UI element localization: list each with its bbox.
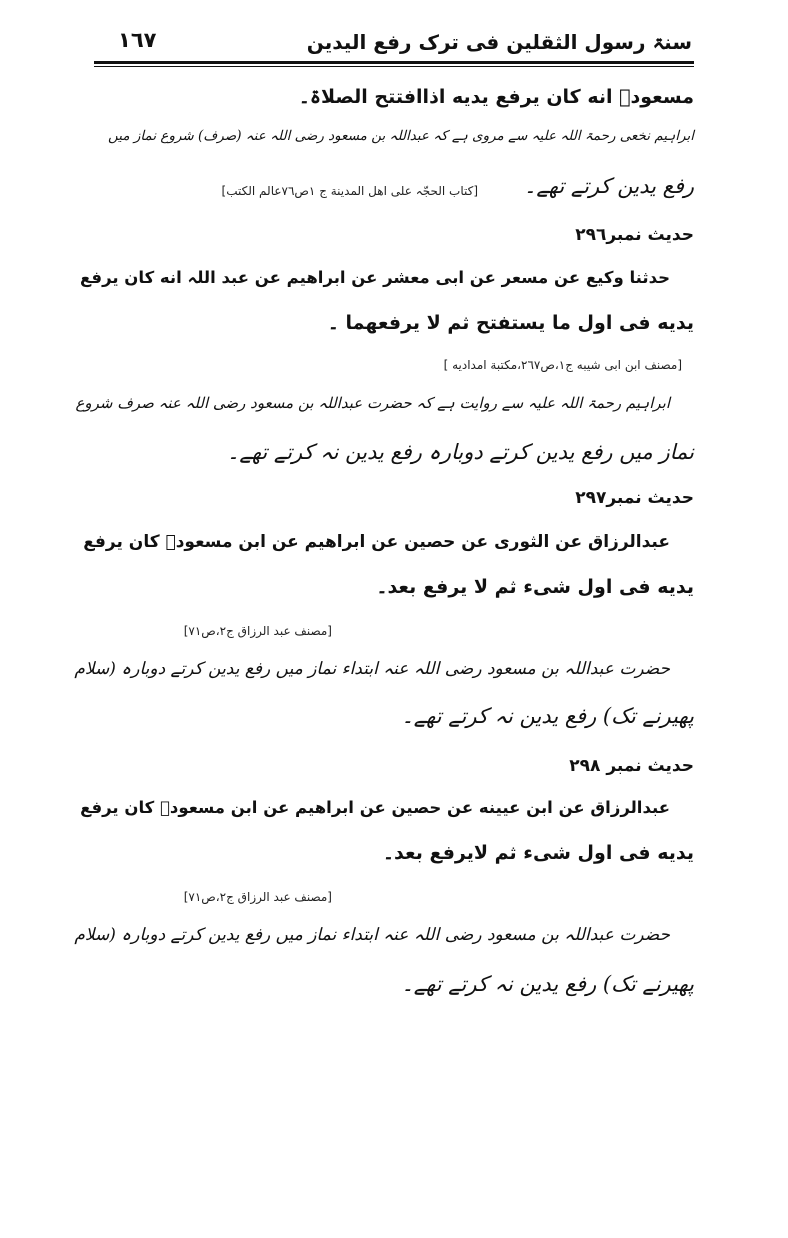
urdu-line: حضرت عبداللہ بن مسعود رضی اللہ عنہ ابتداء نماز میں رفع یدین کرتے دوبارہ (سلام bbox=[74, 925, 670, 945]
page-number: ١٦٧ bbox=[118, 28, 157, 52]
arabic-line: حدثنا وکیع عن مسعر عن ابی معشر عن ابراهیم عن عبد اللہ انه کان یرفع bbox=[80, 268, 670, 287]
hadith-number-heading: حدیث نمبر٢٩٧ bbox=[575, 488, 694, 508]
urdu-line: پھیرنے تک) رفع یدین نہ کرتے تھے۔ bbox=[401, 972, 694, 996]
reference-citation: [مصنف عبد الرزاق ج٢،ص٧١] bbox=[183, 624, 332, 638]
header-rule-thick bbox=[94, 61, 694, 64]
urdu-line: پھیرنے تک) رفع یدین نہ کرتے تھے۔ bbox=[401, 704, 694, 728]
urdu-line: ابراہیم رحمۃ اللہ علیہ سے روایت ہے کہ حضرت عبداللہ بن مسعود رضی اللہ عنہ صرف شروع bbox=[75, 394, 670, 412]
hadith-number-heading: حدیث نمبر ٢٩٨ bbox=[569, 756, 694, 776]
arabic-line: مسعودؓ انه کان یرفع یدیه اذاافتتح الصلاۃ۔ bbox=[298, 86, 694, 108]
arabic-line: یدیه فی اول ما یستفتح ثم لا یرفعهما ۔ bbox=[327, 312, 694, 334]
urdu-line: ابراہیم نخعی رحمۃ اللہ علیہ سے مروی ہے کہ عبداللہ بن مسعود رضی اللہ عنہ (صرف) شروع نماز میں bbox=[108, 128, 694, 144]
arabic-line: عبدالرزاق عن ابن عیینه عن حصین عن ابراهیم عن ابن مسعودؓ کان یرفع bbox=[80, 798, 670, 817]
arabic-line: عبدالرزاق عن الثوری عن حصین عن ابراهیم عن ابن مسعودؓ کان یرفع bbox=[83, 532, 670, 552]
urdu-line: نماز میں رفع یدین کرتے دوبارہ رفع یدین نہ کرتے تھے۔ bbox=[227, 440, 694, 464]
header-rule-thin bbox=[94, 66, 694, 67]
urdu-line: حضرت عبداللہ بن مسعود رضی اللہ عنہ ابتداء نماز میں رفع یدین کرتے دوبارہ (سلام bbox=[74, 659, 670, 679]
hadith-number-heading: حدیث نمبر٢٩٦ bbox=[575, 225, 694, 245]
reference-citation: [مصنف ابن ابی شیبه ج١،ص٢٦٧،مکتبة امدادیه ] bbox=[443, 358, 682, 372]
reference-citation: [کتاب الحجّہ علی اهل المدینة ج ١ص٧٦عالم الکتب] bbox=[221, 184, 478, 198]
arabic-line: یدیه فی اول شیء ثم لایرفع بعد۔ bbox=[382, 842, 694, 864]
urdu-line: رفع یدین کرتے تھے۔ bbox=[524, 174, 694, 198]
running-header-title: سنۃ رسول الثقلین فی ترک رفع الیدین bbox=[306, 30, 692, 54]
reference-citation: [مصنف عبد الرزاق ج٢،ص٧١] bbox=[183, 890, 332, 904]
arabic-line: یدیه فی اول شیء ثم لا یرفع بعد۔ bbox=[376, 576, 694, 598]
